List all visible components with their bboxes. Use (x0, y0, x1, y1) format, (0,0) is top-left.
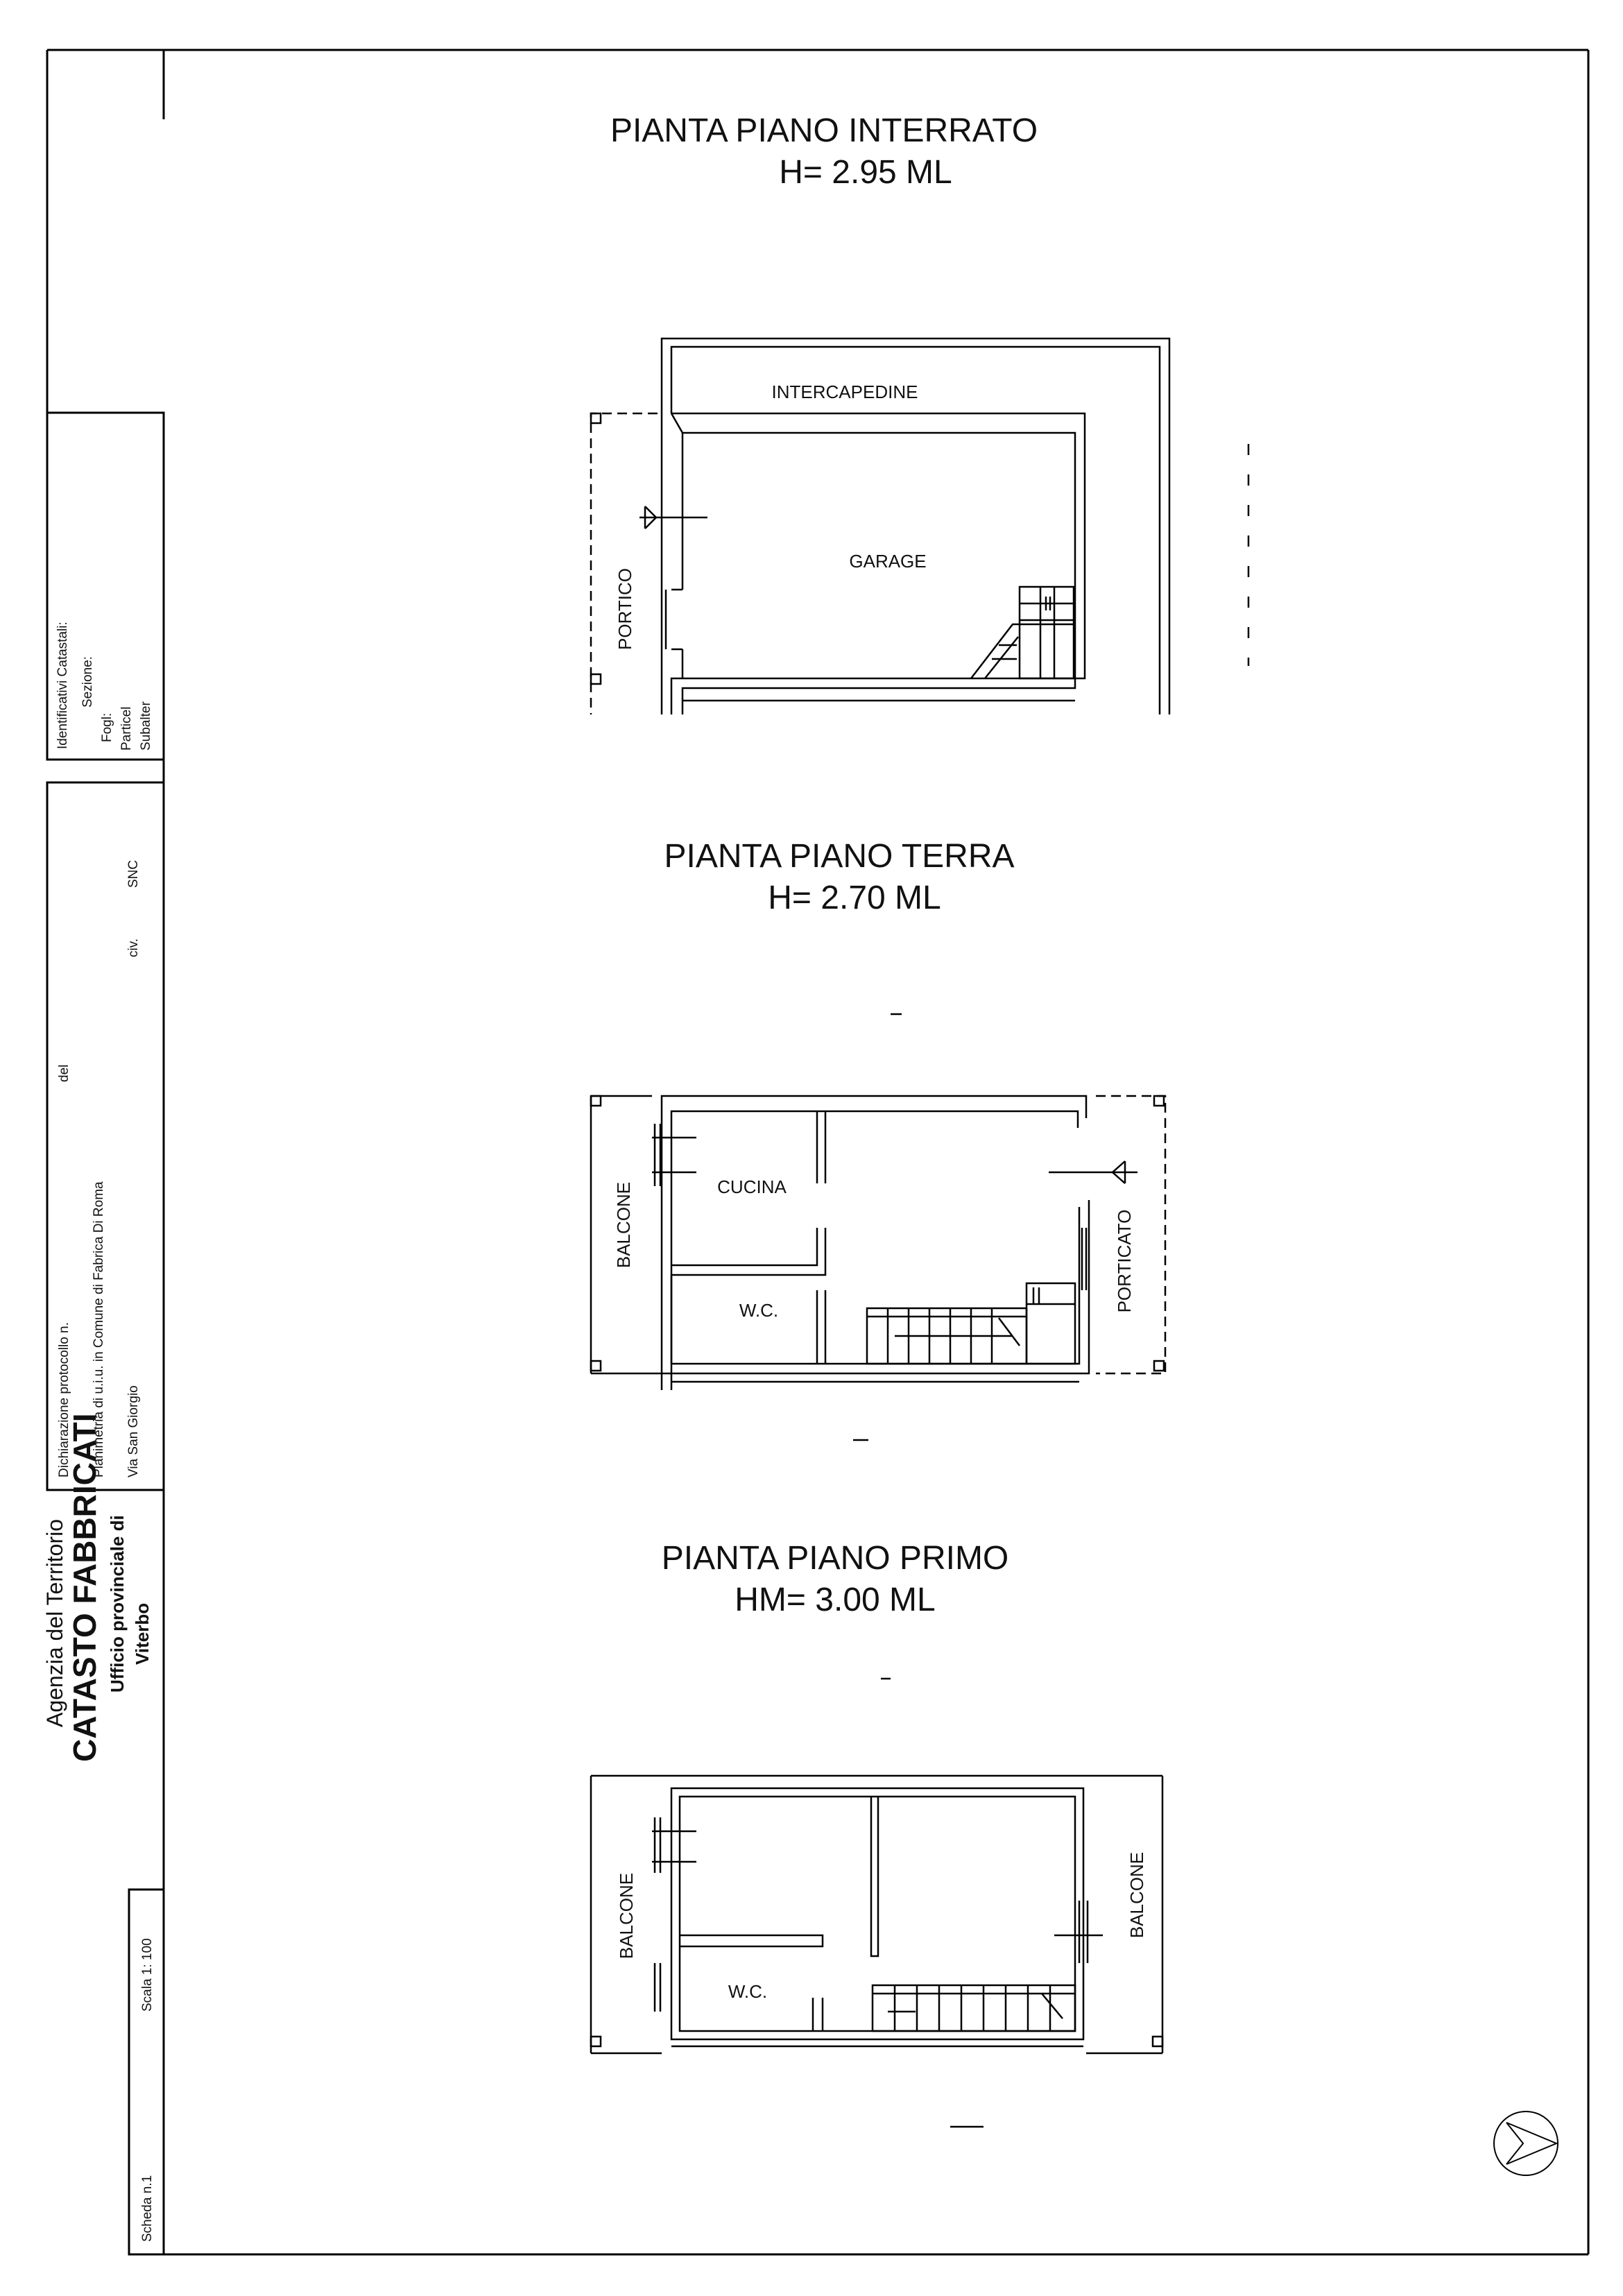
room-cucina: CUCINA (717, 1176, 787, 1197)
height-interrato: H= 2.95 ML (779, 154, 952, 191)
room-porticato: PORTICATO (1114, 1209, 1135, 1313)
room-portico: PORTICO (615, 568, 635, 650)
floor-plan-terra (591, 1096, 1165, 1390)
room-wc-primo: W.C. (728, 1981, 768, 2002)
ident-heading: Identificativi Catastali: (55, 622, 70, 749)
room-intercapedine: INTERCAPEDINE (771, 382, 918, 402)
dichiarazione-block (57, 860, 141, 1477)
dichiarazione-del: del (57, 1064, 71, 1082)
height-primo: HM= 3.00 ML (735, 1582, 936, 1618)
ident-subalterno: Subalter (139, 701, 153, 751)
room-wc-terra: W.C. (739, 1300, 779, 1321)
catasto-fabbricati: CATASTO FABBRICATI (67, 1413, 103, 1762)
title-terra: PIANTA PIANO TERRA (664, 838, 1015, 875)
floor-plan-interrato (591, 339, 1248, 714)
ident-particella: Particel (119, 706, 134, 751)
ident-foglio: Fogl: (100, 712, 114, 742)
ufficio-provinciale: Ufficio provinciale di (107, 1515, 128, 1693)
civico-value: SNC (126, 859, 141, 888)
floor-plan-primo (591, 1776, 1162, 2053)
room-garage: GARAGE (849, 551, 927, 572)
planimetria-comune: Planimetria di u.i.u. in Comune di Fabrica Di Roma (92, 1181, 106, 1477)
agency-name: Agenzia del Territorio (42, 1518, 67, 1727)
rooms-primo (616, 1852, 1147, 2002)
scheda-number: Scheda n.1 (140, 2175, 155, 2242)
scala-ratio: Scala 1: 100 (140, 1938, 155, 2012)
height-terra: H= 2.70 ML (768, 880, 941, 916)
room-balcone-primo-left: BALCONE (616, 1872, 637, 1960)
civico-label: civ. (126, 938, 141, 957)
rooms-terra (613, 1176, 1135, 1321)
north-arrow-icon (1494, 2111, 1558, 2175)
ident-sezione: Sezione: (80, 656, 95, 708)
room-balcone-primo-right: BALCONE (1126, 1851, 1147, 1939)
provincia-viterbo: Viterbo (132, 1602, 153, 1665)
room-balcone-terra: BALCONE (613, 1181, 634, 1269)
scheda-scala (140, 1938, 155, 2242)
title-interrato: PIANTA PIANO INTERRATO (610, 112, 1038, 149)
title-primo: PIANTA PIANO PRIMO (661, 1540, 1009, 1577)
via-address: Via San Giorgio (126, 1385, 141, 1477)
identificativi-catastali (55, 622, 153, 751)
dichiarazione-protocollo: Dichiarazione protocollo n. (57, 1322, 71, 1477)
